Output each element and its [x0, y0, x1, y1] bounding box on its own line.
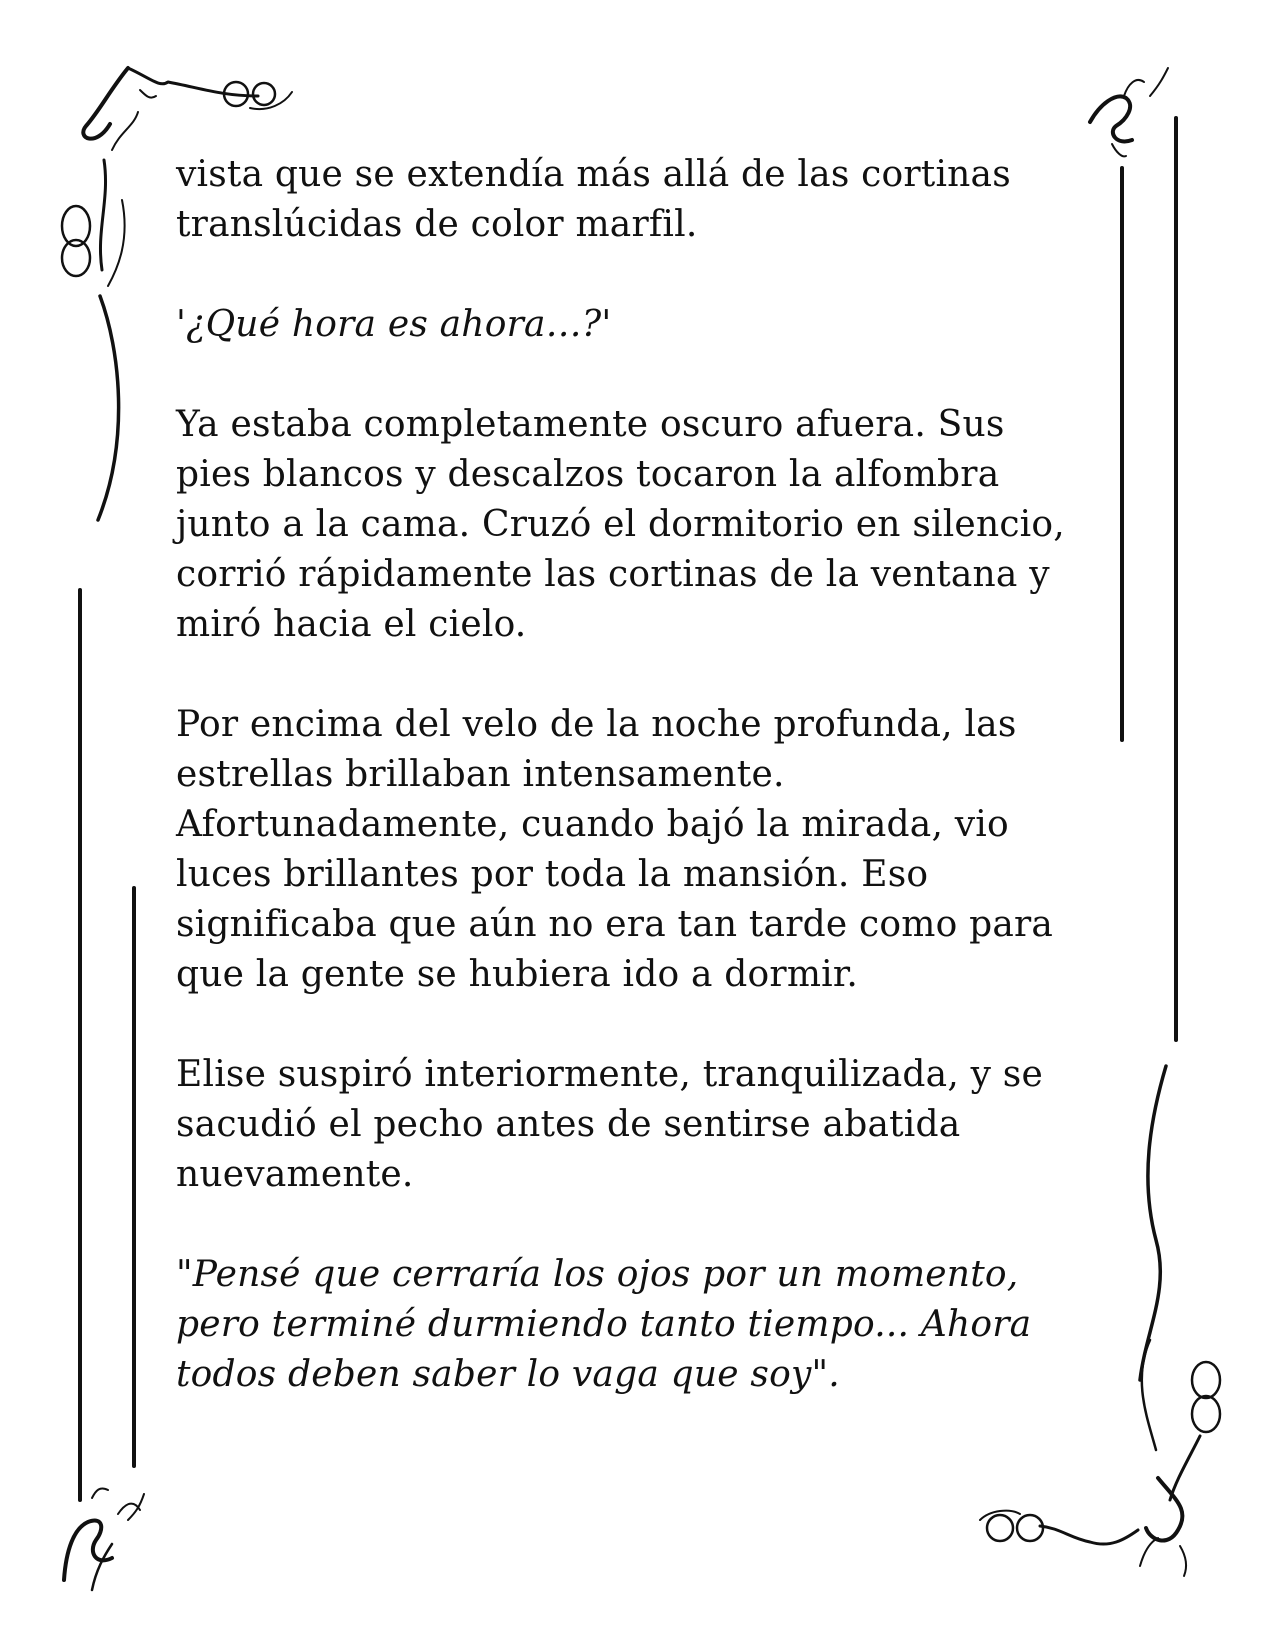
- paragraph-4: Por encima del velo de la noche profunda, las estrellas brillaban intensamente. Afortunadamente, cuando bajó la mirada, vio luces brillantes por toda la mansión. Eso significaba que aún no era tan tarde como para que la gente se hubiera ido a dormir.: [176, 704, 1054, 995]
- paragraph-5: Elise suspiró interiormente, tranquilizada, y se sacudió el pecho antes de sentirse abatida nuevamente.: [176, 1054, 1043, 1195]
- page-body: [176, 150, 1126, 1400]
- paragraph-1: vista que se extendía más allá de las cortinas translúcidas de color marfil.: [176, 154, 1011, 245]
- thought-line: '¿Qué hora es ahora…?': [176, 304, 612, 345]
- bottom-left-flourish: [64, 1488, 144, 1590]
- top-right-flourish: [1090, 68, 1168, 156]
- paragraph-3: Ya estaba completamente oscuro afuera. Sus pies blancos y descalzos tocaron la alfombra junto a la cama. Cruzó el dormitorio en silencio, corrió rápidamente las cortinas de la ventana y miró hacia el cielo.: [176, 404, 1065, 645]
- dialogue-quote: "Pensé que cerraría los ojos por un momento, pero terminé durmiendo tanto tiempo... Ahora todos deben saber lo vaga que soy".: [176, 1254, 1032, 1395]
